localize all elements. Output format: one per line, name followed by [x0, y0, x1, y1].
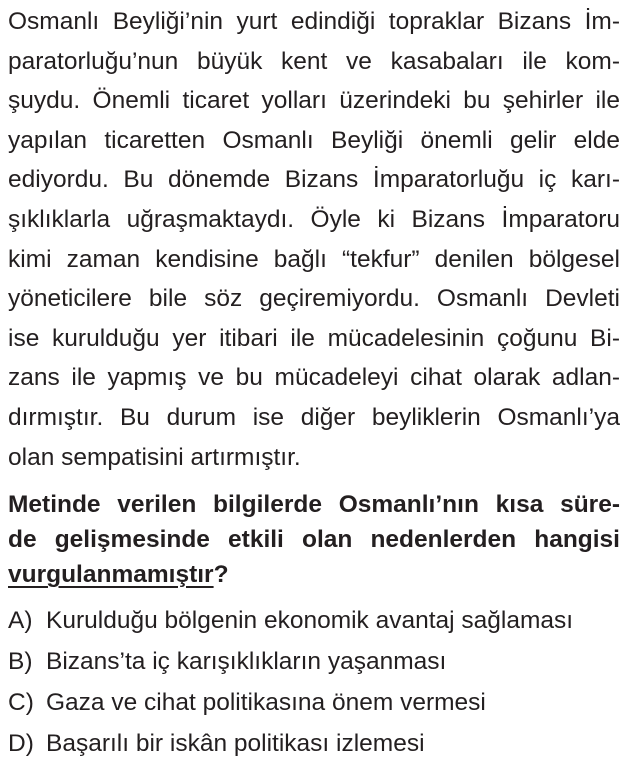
passage-line: olan sempatisini artırmıştır. — [8, 443, 301, 471]
question-negation-underlined: vurgulanmamıştır — [8, 561, 214, 588]
passage-line: paratorluğu’nun büyük kent ve kasabaları ile kom- — [8, 47, 620, 75]
question-mark: ? — [213, 561, 229, 588]
option-d[interactable] — [8, 723, 620, 764]
option-text: Bizans’ta iç karışıklıkların yaşanması — [46, 648, 447, 675]
passage-line: ise kurulduğu yer itibari ile mücadelesinin çoğunu Bi- — [8, 324, 620, 352]
passage-line: şuydu. Önemli ticaret yolları üzerindeki bu şehirler ile — [8, 87, 620, 115]
option-b[interactable] — [8, 641, 620, 682]
option-text: Kurulduğu bölgenin ekonomik avantaj sağlaması — [46, 607, 574, 634]
passage-line: kimi zaman kendisine bağlı “tekfur” denilen bölgesel — [8, 245, 620, 273]
question-stem — [8, 487, 620, 592]
passage-line: şıklıklarla uğraşmaktaydı. Öyle ki Bizans İmparatoru — [8, 205, 620, 233]
passage-line: ediyordu. Bu dönemde Bizans İmparatorluğu iç karı- — [8, 166, 620, 194]
passage-line: dırmıştır. Bu durum ise diğer beyliklerin Osmanlı’ya — [8, 403, 620, 431]
passage-line: Osmanlı Beyliği’nin yurt edindiği topraklar Bizans İm- — [8, 8, 620, 35]
option-text: Gaza ve cihat politikasına önem vermesi — [46, 689, 486, 716]
option-c[interactable] — [8, 682, 620, 723]
passage-line: yöneticilere bile söz geçiremiyordu. Osmanlı Devleti — [8, 285, 620, 313]
answer-options — [8, 600, 620, 764]
option-letter: B) — [8, 648, 33, 675]
option-letter: C) — [8, 689, 34, 716]
option-a[interactable] — [8, 600, 620, 641]
option-letter: D) — [8, 730, 34, 757]
passage-line: yapılan ticaretten Osmanlı Beyliği önemli gelir elde — [8, 126, 620, 154]
option-letter: A) — [8, 607, 33, 634]
passage-text — [8, 2, 620, 477]
question-line: de gelişmesinde etkili olan nedenlerden hangisi — [8, 526, 620, 553]
option-text: Başarılı bir iskân politikası izlemesi — [46, 730, 425, 757]
passage-line: zans ile yapmış ve bu mücadeleyi cihat olarak adlan- — [8, 364, 620, 392]
question-line: Metinde verilen bilgilerde Osmanlı’nın kısa süre- — [8, 491, 620, 518]
question-line — [8, 557, 620, 592]
